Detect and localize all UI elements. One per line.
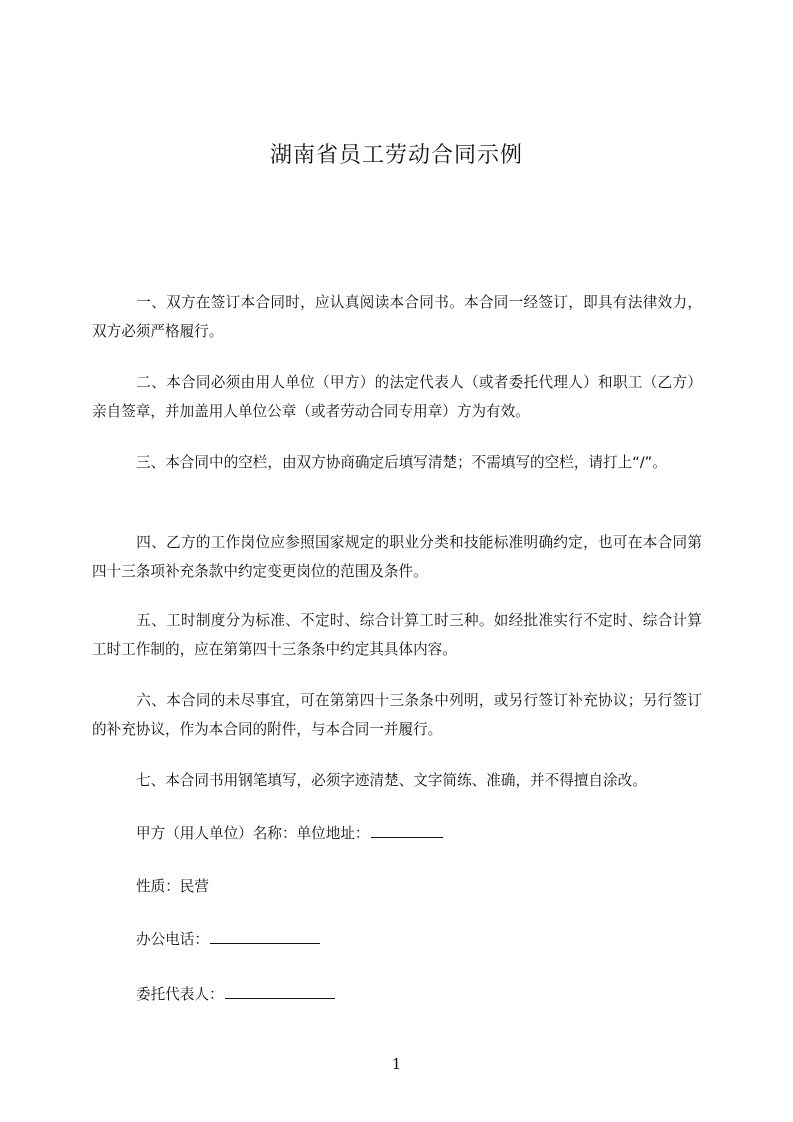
- employer-name-address-label: 甲方（用人单位）名称：单位地址：: [136, 825, 370, 842]
- paragraph-5: 五、工时制度分为标准、不定时、综合计算工时三种。如经批准实行不定时、综合计算工时工作制的，应在第第四十三条条中约定其具体内容。: [92, 612, 702, 658]
- paragraph-3: 三、本合同中的空栏，由双方协商确定后填写清楚；不需填写的空栏，请打上“/”。: [136, 454, 667, 471]
- paragraph-1: 一、双方在签订本合同时，应认真阅读本合同书。本合同一经签订，即具有法律效力，双方必须严格履行。: [92, 294, 702, 340]
- paragraph-4: 四、乙方的工作岗位应参照国家规定的职业分类和技能标准明确约定，也可在本合同第四十三条项补充条款中约定变更岗位的范围及条件。: [92, 534, 702, 580]
- representative-blank: [225, 982, 335, 999]
- paragraph-2: 二、本合同必须由用人单位（甲方）的法定代表人（或者委托代理人）和职工（乙方）亲自签章，并加盖用人单位公章（或者劳动合同专用章）方为有效。: [92, 374, 702, 420]
- nature-field: [136, 874, 209, 900]
- paragraph-6: 六、本合同的未尽事宜，可在第第四十三条条中列明，或另行签订补充协议；另行签订的补充协议，作为本合同的附件，与本合同一并履行。: [92, 692, 702, 738]
- employer-address-blank: [371, 821, 443, 838]
- office-phone-label: 办公电话：: [136, 931, 209, 948]
- employer-name-address-field: [136, 821, 443, 847]
- page-title: 湖南省员工劳动合同示例: [269, 143, 523, 168]
- representative-label: 委托代表人：: [136, 986, 224, 1003]
- paragraph-7: 七、本合同书用钢笔填写，必须字迹清楚、文字简练、准确，并不得擅自涂改。: [136, 772, 647, 789]
- page-number: 1: [391, 1055, 402, 1073]
- office-phone-field: [136, 927, 320, 953]
- representative-field: [136, 982, 335, 1008]
- office-phone-blank: [210, 927, 320, 944]
- nature-label: 性质：民营: [136, 878, 209, 895]
